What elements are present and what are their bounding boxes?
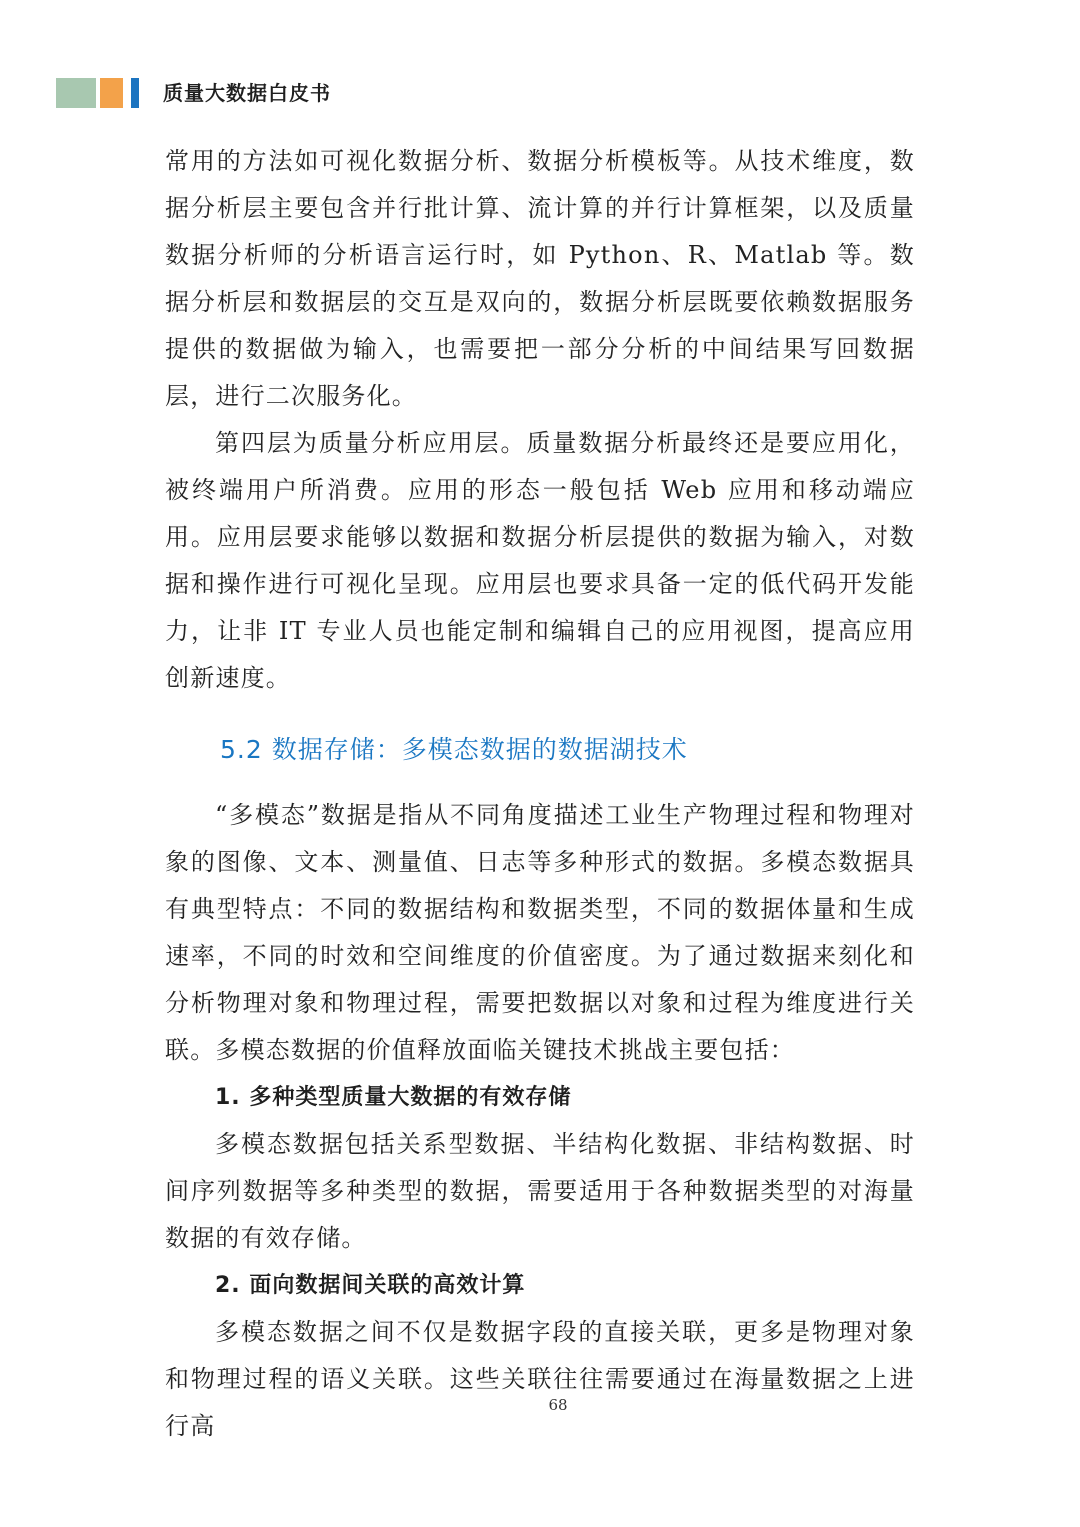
header-orange-block [100, 78, 123, 108]
subheading-storage: 1. 多种类型质量大数据的有效存储 [215, 1085, 572, 1110]
page-header [56, 78, 331, 108]
paragraph-application-layer: 第四层为质量分析应用层。质量数据分析最终还是要应用化，被终端用户所消费。应用的形态一般包括 Web 应用和移动端应用。应用层要求能够以数据和数据分析层提供的数据为输入，对数据和操作进行可视化呈现。应用层也要求具备一定的低代码开发能力，让非 IT 专业人员也能定制和编辑自己的应用视图，提高应用创新速度。 [165, 429, 915, 692]
header-title: 质量大数据白皮书 [163, 81, 331, 105]
header-blue-bar [131, 78, 139, 108]
section-heading: 5.2 数据存储：多模态数据的数据湖技术 [220, 735, 688, 764]
header-green-block [56, 78, 96, 108]
subheading-computation: 2. 面向数据间关联的高效计算 [215, 1273, 526, 1298]
paragraph-analysis-layer: 常用的方法如可视化数据分析、数据分析模板等。从技术维度，数据分析层主要包含并行批计算、流计算的并行计算框架，以及质量数据分析师的分析语言运行时，如 Python、R、Matlab 等。数据分析层和数据层的交互是双向的，数据分析层既要依赖数据服务提供的数据做为输入，也需要把一部分分析的中间结果写回数据层，进行二次服务化。 [165, 147, 915, 410]
page-number: 68 [548, 1396, 568, 1414]
page-content [165, 138, 915, 1450]
paragraph-multimodal-intro: “多模态”数据是指从不同角度描述工业生产物理过程和物理对象的图像、文本、测量值、日志等多种形式的数据。多模态数据具有典型特点：不同的数据结构和数据类型，不同的数据体量和生成速率，不同的时效和空间维度的价值密度。为了通过数据来刻化和分析物理对象和物理过程，需要把数据以对象和过程为维度进行关联。多模态数据的价值释放面临关键技术挑战主要包括： [165, 801, 915, 1064]
paragraph-storage: 多模态数据包括关系型数据、半结构化数据、非结构数据、时间序列数据等多种类型的数据，需要适用于各种数据类型的对海量数据的有效存储。 [165, 1130, 915, 1252]
paragraph-computation: 多模态数据之间不仅是数据字段的直接关联，更多是物理对象和物理过程的语义关联。这些关联往往需要通过在海量数据之上进行高 [165, 1318, 915, 1440]
